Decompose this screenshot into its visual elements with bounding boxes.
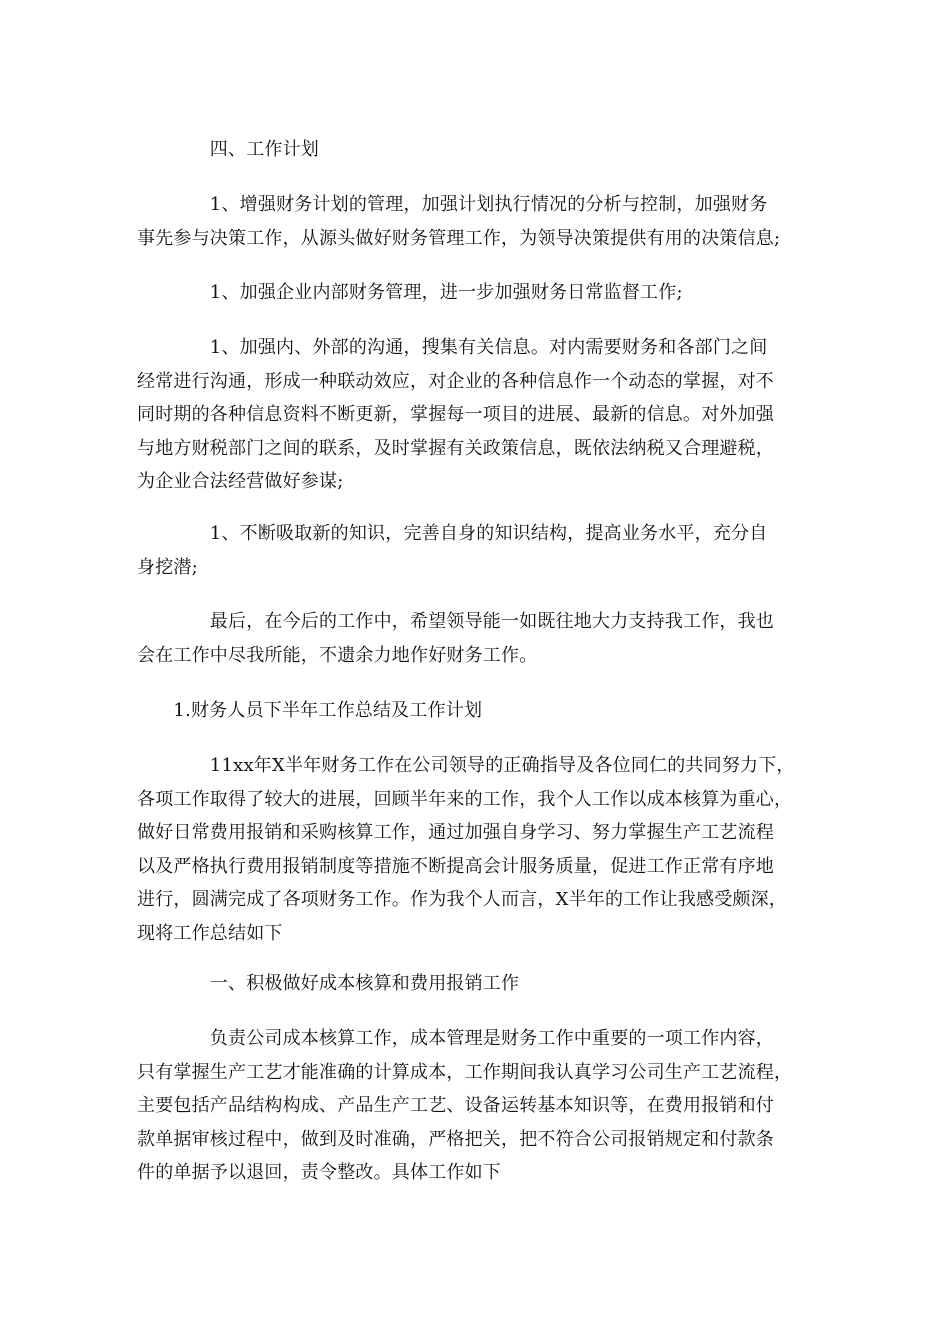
text-line: 款单据审核过程中，做到及时准确，严格把关，把不符合公司报销规定和付款条 [137, 1128, 774, 1150]
text-line: 进行，圆满完成了各项财务工作。作为我个人而言，X半年的工作让我感受颇深， [137, 889, 788, 911]
text-line: 与地方财税部门之间的联系，及时掌握有关政策信息，既依法纳税又合理避税， [137, 437, 774, 459]
heading-cost-accounting [137, 967, 827, 1001]
text-line: 1、增强财务计划的管理，加强计划执行情况的分析与控制，加强财务 [137, 194, 768, 215]
heading-work-plan [137, 133, 827, 167]
text-line: 以及严格执行费用报销制度等措施不断提高会计服务质量，促进工作正常有序地 [137, 855, 774, 877]
text-line: 为企业合法经营做好参谋; [137, 471, 344, 493]
text-line: 各项工作取得了较大的进展，回顾半年来的工作，我个人工作以成本核算为重心， [137, 788, 793, 810]
text-line: 主要包括产品结构构成、产品生产工艺、设备运转基本知识等，在费用报销和付 [137, 1095, 774, 1117]
text-line: 1、加强企业内部财务管理，进一步加强财务日常监督工作; [137, 282, 683, 303]
text-line: 1.财务人员下半年工作总结及工作计划 [137, 700, 483, 721]
text-line: 一、积极做好成本核算和费用报销工作 [137, 973, 520, 994]
paragraph-plan-item [137, 276, 827, 310]
text-line: 身挖潜; [137, 556, 198, 578]
text-line: 现将工作总结如下 [137, 922, 283, 944]
paragraph-closing [137, 605, 827, 672]
paragraph-cost-accounting [137, 1022, 827, 1190]
text-line: 做好日常费用报销和采购核算工作，通过加强自身学习、努力掌握生产工艺流程 [137, 822, 774, 844]
text-line: 经常进行沟通，形成一种联动效应，对企业的各种信息作一个动态的掌握，对不 [137, 370, 774, 392]
text-line: 同时期的各种信息资料不断更新，掌握每一项目的进展、最新的信息。对外加强 [137, 404, 774, 426]
text-line: 最后，在今后的工作中，希望领导能一如既往地大力支持我工作，我也 [137, 611, 774, 632]
text-line: 会在工作中尽我所能，不遗余力地作好财务工作。 [137, 644, 538, 666]
paragraph-plan-item [137, 331, 827, 499]
text-line: 1、加强内、外部的沟通，搜集有关信息。对内需要财务和各部门之间 [137, 337, 768, 358]
paragraph-plan-item [137, 188, 827, 255]
text-line: 只有掌握生产工艺才能准确的计算成本，工作期间我认真学习公司生产工艺流程， [137, 1061, 793, 1083]
text-line: 事先参与决策工作，从源头做好财务管理工作，为领导决策提供有用的决策信息; [137, 227, 781, 249]
text-line: 件的单据予以退回，责令整改。具体工作如下 [137, 1162, 501, 1184]
text-line: 11xx年X半年财务工作在公司领导的正确指导及各位同仁的共同努力下， [137, 755, 795, 776]
text-line: 1、不断吸取新的知识，完善自身的知识结构，提高业务水平，充分自 [137, 523, 768, 544]
paragraph-plan-item [137, 517, 827, 584]
paragraph-summary-intro [137, 749, 827, 951]
text-line: 四、工作计划 [137, 139, 319, 160]
section-title [137, 694, 827, 728]
text-line: 负责公司成本核算工作，成本管理是财务工作中重要的一项工作内容， [137, 1028, 774, 1049]
